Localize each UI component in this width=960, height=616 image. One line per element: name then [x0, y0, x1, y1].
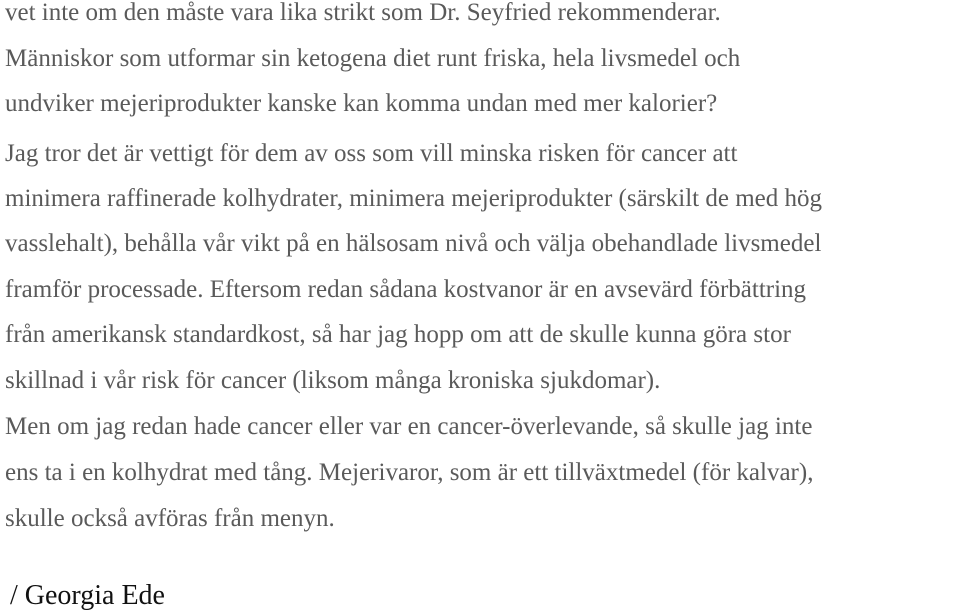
- text-line-2: Människor som utformar sin ketogena diet runt friska, hela livsmedel och: [5, 45, 741, 72]
- text-line-6: vasslehalt), behålla vår vikt på en hälsosam nivå och välja obehandlade livsmedel: [5, 230, 822, 257]
- author-signature: / Georgia Ede: [10, 580, 165, 611]
- text-line-7: framför processade. Eftersom redan sådana kostvanor är en avsevärd förbättring: [5, 276, 807, 303]
- text-line-12: skulle också avföras från menyn.: [5, 505, 335, 532]
- text-line-4: Jag tror det är vettigt för dem av oss som vill minska risken för cancer att: [5, 140, 738, 167]
- text-line-3: undviker mejeriprodukter kanske kan komma undan med mer kalorier?: [5, 90, 718, 117]
- text-line-10: Men om jag redan hade cancer eller var en cancer-överlevande, så skulle jag inte: [5, 413, 813, 440]
- text-line-9: skillnad i vår risk för cancer (liksom många kroniska sjukdomar).: [5, 367, 661, 394]
- text-line-8: från amerikansk standardkost, så har jag hopp om att de skulle kunna göra stor: [5, 321, 791, 348]
- text-line-11: ens ta i en kolhydrat med tång. Mejerivaror, som är ett tillväxtmedel (för kalvar),: [5, 459, 814, 486]
- text-line-5: minimera raffinerade kolhydrater, minimera mejeriprodukter (särskilt de med hög: [5, 185, 822, 212]
- text-line-1: vet inte om den måste vara lika strikt som Dr. Seyfried rekommenderar.: [5, 0, 721, 26]
